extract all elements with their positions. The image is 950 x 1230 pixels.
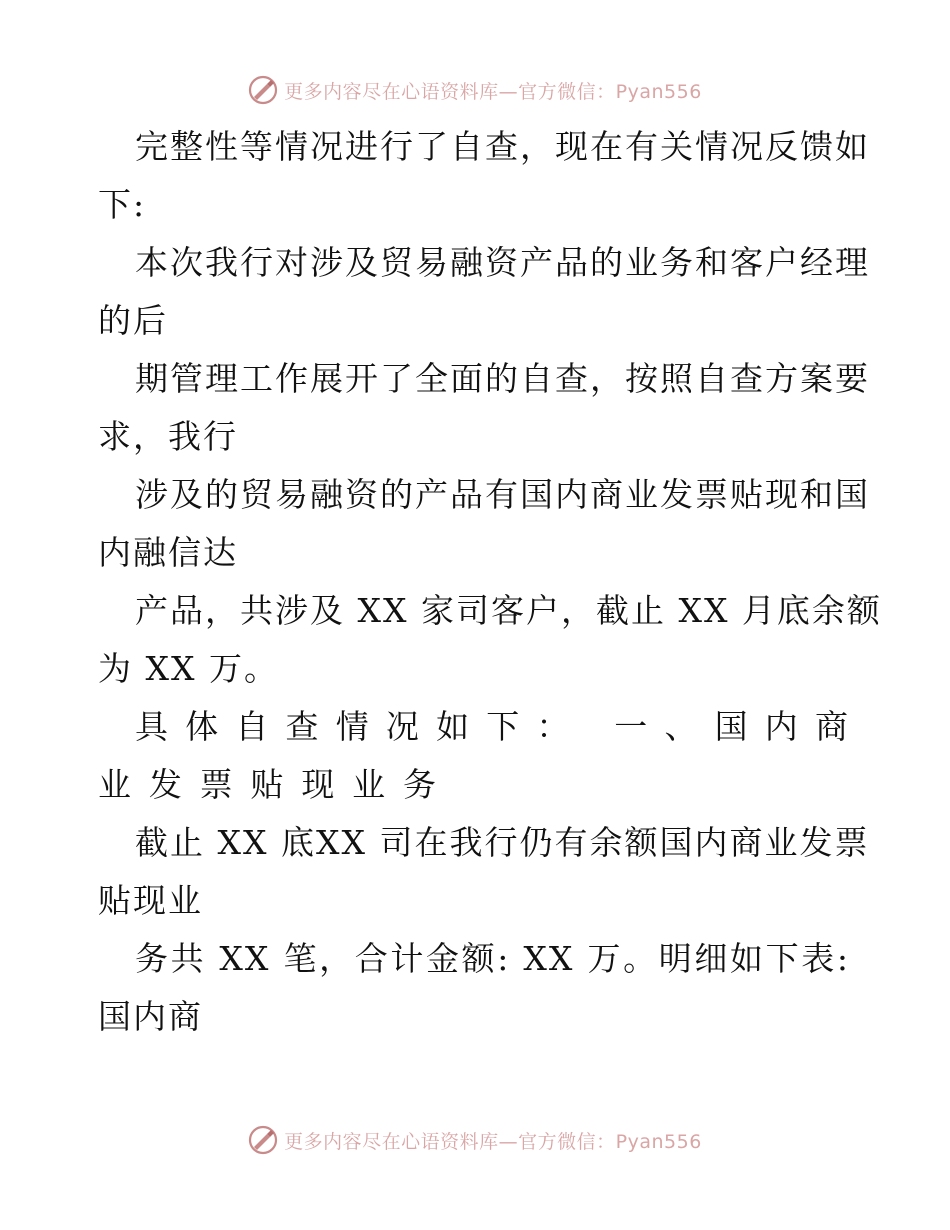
watermark-text: 更多内容尽在心语资料库—官方微信：Pyan556 [284, 80, 702, 103]
paragraph-line: 贴现业 [98, 881, 203, 920]
paragraph-line: 业发票贴现业务 [98, 765, 438, 804]
paragraph-line: 下: [98, 185, 147, 224]
header-watermark [0, 70, 950, 110]
paragraph-line: 务共 XX 笔，合计金额: XX 万。明细如下表: [135, 939, 850, 978]
watermark-text: 更多内容尽在心语资料库—官方微信：Pyan556 [284, 1130, 702, 1153]
pen-logo-icon [248, 75, 278, 105]
pen-logo-icon [248, 1125, 278, 1155]
paragraph-line: 截止 XX 底XX 司在我行仍有余额国内商业发票 [135, 823, 870, 862]
paragraph-line: 国内商 [98, 997, 203, 1036]
paragraph-line: 求，我行 [98, 417, 238, 456]
paragraph-line: 具体自查情况如下： 一、国内商 [135, 707, 850, 746]
paragraph-line: 完整性等情况进行了自查，现在有关情况反馈如 [135, 127, 870, 166]
paragraph-line: 为 XX 万。 [98, 649, 279, 688]
paragraph-line: 内融信达 [98, 533, 238, 572]
paragraph-line: 的后 [98, 301, 168, 340]
paragraph-line: 产品，共涉及 XX 家司客户，截止 XX 月底余额 [135, 591, 882, 630]
paragraph-line: 涉及的贸易融资的产品有国内商业发票贴现和国 [135, 475, 870, 514]
paragraph-line: 本次我行对涉及贸易融资产品的业务和客户经理 [135, 243, 870, 282]
footer-watermark [0, 1120, 950, 1160]
paragraph-line: 期管理工作展开了全面的自查，按照自查方案要 [135, 359, 870, 398]
